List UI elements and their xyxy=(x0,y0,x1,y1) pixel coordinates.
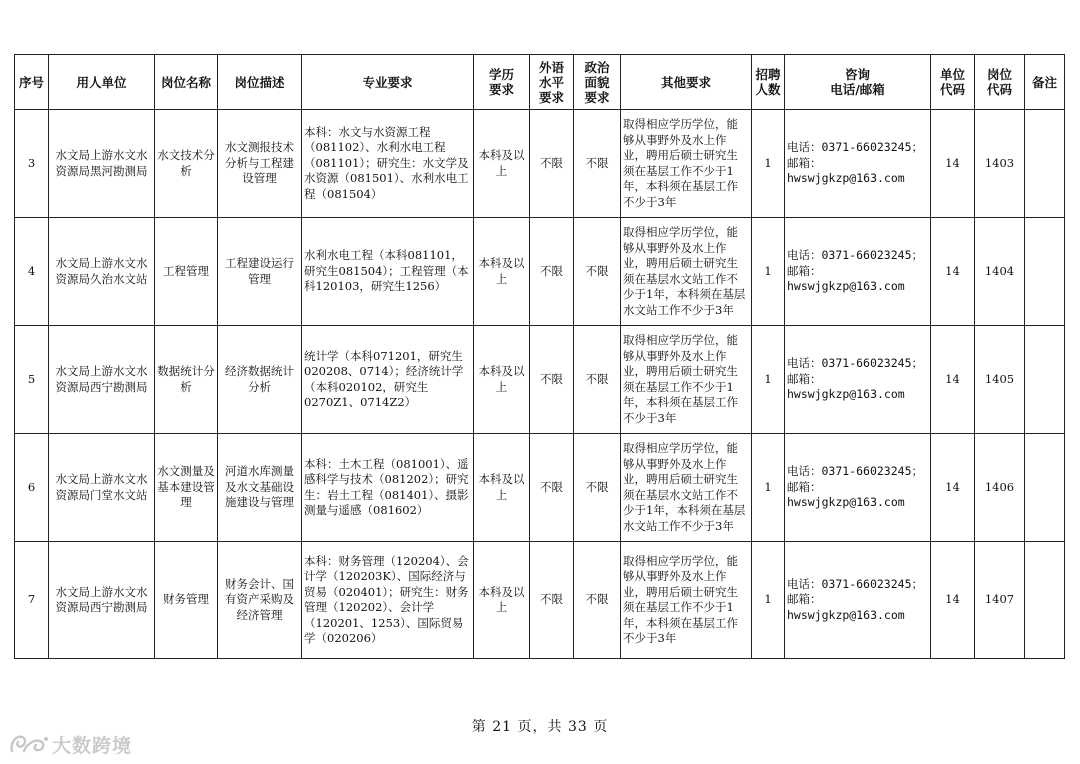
cell-language-req: 不限 xyxy=(530,326,574,434)
cell-other-req: 取得相应学历学位，能够从事野外及水上作业，聘用后硕士研究生须在基层水文站工作不少于1年，本科须在基层水文站工作不少于3年 xyxy=(621,218,752,326)
consult-email-label: 邮箱： xyxy=(787,592,822,607)
consult-phone: 电话：0371-66023245； xyxy=(787,140,924,155)
consult-email-label: 邮箱： xyxy=(787,371,822,386)
cell-position-code: 1407 xyxy=(975,542,1025,659)
cell-position-code: 1404 xyxy=(975,218,1025,326)
cell-political-req: 不限 xyxy=(574,110,621,218)
cell-seq: 6 xyxy=(15,434,49,542)
table-row xyxy=(15,542,1065,659)
cell-major-req: 本科：水文与水资源工程（081102）、水利水电工程（081101）；研究生：水文学及水资源（081501）、水利水电工程（081504） xyxy=(302,110,474,218)
header-headcount xyxy=(752,55,785,110)
consult-email-label: 邮箱： xyxy=(787,155,822,170)
cell-consult xyxy=(785,218,931,326)
header-position-code-line-1: 岗位 xyxy=(986,67,1012,82)
cell-position-name: 水文技术分析 xyxy=(155,110,218,218)
table-row xyxy=(15,110,1065,218)
cell-consult xyxy=(785,326,931,434)
cell-position-desc: 财务会计、国有资产采购及经济管理 xyxy=(218,542,302,659)
page-number: 第 21 页，共 33 页 xyxy=(471,719,609,735)
header-language-line-1: 外语 xyxy=(538,59,564,75)
header-employer: 用人单位 xyxy=(49,55,155,110)
cell-position-code: 1406 xyxy=(975,434,1025,542)
cell-other-req: 取得相应学历学位，能够从事野外及水上作业，聘用后硕士研究生须在基层工作不少于1年，本科须在基层工作不少于3年 xyxy=(621,326,752,434)
cell-consult xyxy=(785,434,931,542)
consult-email: hwswjgkzp@163.com xyxy=(787,279,905,294)
cell-remark xyxy=(1025,326,1065,434)
cell-language-req: 不限 xyxy=(530,542,574,659)
cell-unit-code: 14 xyxy=(931,434,975,542)
cell-education-req: 本科及以上 xyxy=(474,218,530,326)
cell-major-req: 本科：土木工程（081001）、遥感科学与技术（081202）；研究生：岩土工程（081401）、摄影测量与遥感（081602） xyxy=(302,434,474,542)
cell-political-req: 不限 xyxy=(574,218,621,326)
header-education-line-1: 学历 xyxy=(488,67,514,82)
header-language-req xyxy=(530,55,574,110)
cell-remark xyxy=(1025,110,1065,218)
consult-email-label: 邮箱： xyxy=(787,479,822,494)
cell-education-req: 本科及以上 xyxy=(474,542,530,659)
cell-consult xyxy=(785,110,931,218)
consult-email: hwswjgkzp@163.com xyxy=(787,387,905,402)
cell-other-req: 取得相应学历学位，能够从事野外及水上作业，聘用后硕士研究生须在基层工作不少于1年，本科须在基层工作不少于3年 xyxy=(621,110,752,218)
cell-language-req: 不限 xyxy=(530,110,574,218)
cell-position-desc: 水文测报技术分析与工程建设管理 xyxy=(218,110,302,218)
header-unit-code-line-1: 单位 xyxy=(939,67,965,82)
header-major-req: 专业要求 xyxy=(302,55,474,110)
cell-employer: 水文局上游水文水资源局久治水文站 xyxy=(49,218,155,326)
cell-position-name: 水文测量及基本建设管理 xyxy=(155,434,218,542)
header-position-code-line-2: 代码 xyxy=(986,82,1012,97)
cell-headcount: 1 xyxy=(752,326,785,434)
header-headcount-line-1: 招聘 xyxy=(755,67,781,82)
cell-education-req: 本科及以上 xyxy=(474,110,530,218)
table-row xyxy=(15,434,1065,542)
cell-employer: 水文局上游水文水资源局门堂水文站 xyxy=(49,434,155,542)
cell-political-req: 不限 xyxy=(574,434,621,542)
header-remark: 备注 xyxy=(1025,55,1065,110)
header-row xyxy=(15,55,1065,110)
cell-remark xyxy=(1025,542,1065,659)
cell-employer: 水文局上游水文水资源局西宁勘测局 xyxy=(49,326,155,434)
cell-unit-code: 14 xyxy=(931,110,975,218)
cell-major-req: 水利水电工程（本科081101，研究生081504）；工程管理（本科120103，研究生1256） xyxy=(302,218,474,326)
cell-headcount: 1 xyxy=(752,542,785,659)
watermark xyxy=(8,730,132,758)
cell-remark xyxy=(1025,218,1065,326)
cell-education-req: 本科及以上 xyxy=(474,434,530,542)
cell-political-req: 不限 xyxy=(574,542,621,659)
header-education-req xyxy=(474,55,530,110)
consult-email: hwswjgkzp@163.com xyxy=(787,495,905,510)
cell-unit-code: 14 xyxy=(931,218,975,326)
header-consult-line-2: 电话/邮箱 xyxy=(830,82,885,97)
consult-phone: 电话：0371-66023245； xyxy=(787,464,924,479)
consult-email: hwswjgkzp@163.com xyxy=(787,607,905,622)
cell-political-req: 不限 xyxy=(574,326,621,434)
cell-major-req: 统计学（本科071201，研究生020208、0714）；经济统计学（本科020102，研究生0270Z1、0714Z2） xyxy=(302,326,474,434)
table-row xyxy=(15,218,1065,326)
cell-employer: 水文局上游水文水资源局黑河勘测局 xyxy=(49,110,155,218)
header-political-line-2: 面貌 xyxy=(584,74,610,90)
cell-seq: 3 xyxy=(15,110,49,218)
cell-seq: 7 xyxy=(15,542,49,659)
table-body xyxy=(15,110,1065,659)
header-unit-code xyxy=(931,55,975,110)
header-seq: 序号 xyxy=(15,55,49,110)
cell-unit-code: 14 xyxy=(931,326,975,434)
header-unit-code-line-2: 代码 xyxy=(939,82,965,97)
header-position-name: 岗位名称 xyxy=(155,55,218,110)
header-political-line-3: 要求 xyxy=(584,89,610,105)
consult-phone: 电话：0371-66023245； xyxy=(787,576,924,591)
consult-phone: 电话：0371-66023245； xyxy=(787,356,924,371)
cell-headcount: 1 xyxy=(752,434,785,542)
cell-other-req: 取得相应学历学位，能够从事野外及水上作业，聘用后硕士研究生须在基层水文站工作不少于1年，本科须在基层水文站工作不少于3年 xyxy=(621,434,752,542)
header-position-code xyxy=(975,55,1025,110)
cell-seq: 5 xyxy=(15,326,49,434)
header-consult xyxy=(785,55,931,110)
header-political-req xyxy=(574,55,621,110)
cell-unit-code: 14 xyxy=(931,542,975,659)
cell-consult xyxy=(785,542,931,659)
recruit-table xyxy=(14,54,1065,659)
header-political-line-1: 政治 xyxy=(584,59,610,75)
cell-remark xyxy=(1025,434,1065,542)
consult-email: hwswjgkzp@163.com xyxy=(787,171,905,186)
cell-seq: 4 xyxy=(15,218,49,326)
header-language-line-3: 要求 xyxy=(538,89,564,105)
cell-position-name: 财务管理 xyxy=(155,542,218,659)
cell-position-name: 工程管理 xyxy=(155,218,218,326)
brand-logo-icon xyxy=(8,731,50,757)
table-header xyxy=(15,55,1065,110)
table-row xyxy=(15,326,1065,434)
cell-major-req: 本科：财务管理（120204）、会计学（120203K）、国际经济与贸易（020401）；研究生：财务管理（120202）、会计学（120201、1253）、国际贸易学（020206） xyxy=(302,542,474,659)
header-language-line-2: 水平 xyxy=(538,74,564,90)
cell-other-req: 取得相应学历学位，能够从事野外及水上作业，聘用后硕士研究生须在基层工作不少于1年，本科须在基层工作不少于3年 xyxy=(621,542,752,659)
cell-position-code: 1403 xyxy=(975,110,1025,218)
header-position-desc: 岗位描述 xyxy=(218,55,302,110)
cell-employer: 水文局上游水文水资源局西宁勘测局 xyxy=(49,542,155,659)
cell-education-req: 本科及以上 xyxy=(474,326,530,434)
cell-position-code: 1405 xyxy=(975,326,1025,434)
cell-headcount: 1 xyxy=(752,218,785,326)
cell-language-req: 不限 xyxy=(530,218,574,326)
header-education-line-2: 要求 xyxy=(488,82,514,97)
cell-position-desc: 工程建设运行管理 xyxy=(218,218,302,326)
header-consult-line-1: 咨询 xyxy=(844,67,870,82)
cell-position-desc: 经济数据统计分析 xyxy=(218,326,302,434)
header-other-req: 其他要求 xyxy=(621,55,752,110)
watermark-text: 大数跨境 xyxy=(52,734,133,757)
cell-language-req: 不限 xyxy=(530,434,574,542)
cell-position-name: 数据统计分析 xyxy=(155,326,218,434)
consult-phone: 电话：0371-66023245； xyxy=(787,248,924,263)
cell-headcount: 1 xyxy=(752,110,785,218)
consult-email-label: 邮箱： xyxy=(787,263,822,278)
cell-position-desc: 河道水库测量及水文基础设施建设与管理 xyxy=(218,434,302,542)
header-headcount-line-2: 人数 xyxy=(755,82,781,97)
